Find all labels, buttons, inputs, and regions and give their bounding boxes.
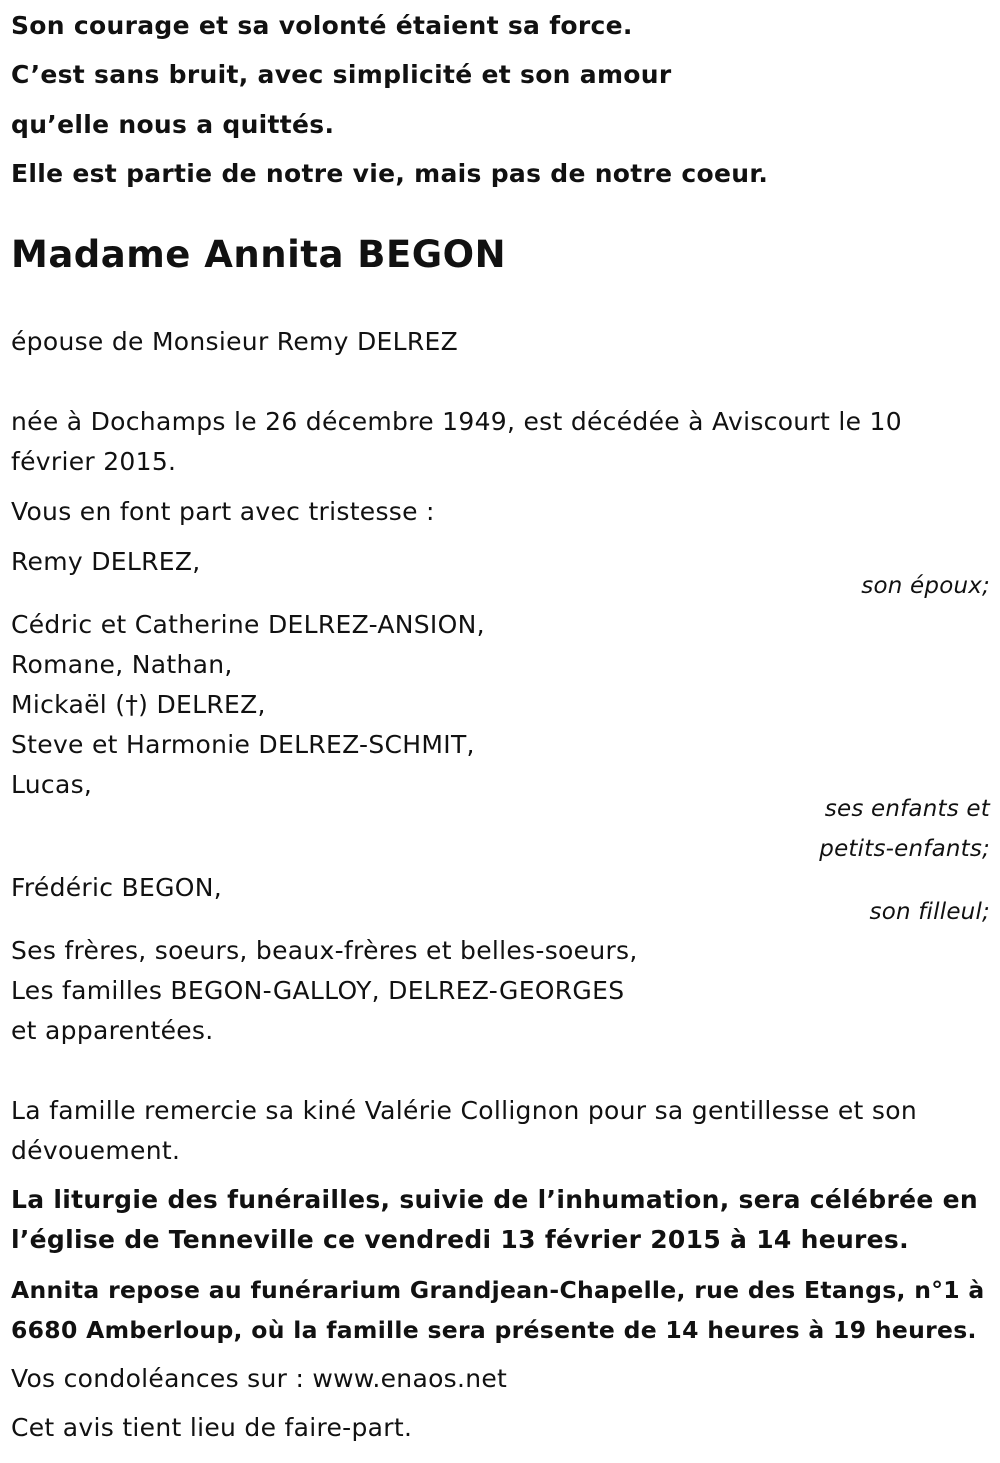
verse-line-1: Son courage et sa volonté étaient sa force. <box>11 11 633 40</box>
family-spouse-relation: son époux; <box>861 573 990 599</box>
spouse-line: épouse de Monsieur Remy DELREZ <box>11 327 459 356</box>
birth-death-line-1: née à Dochamps le 26 décembre 1949, est décédée à Aviscourt le 10 <box>11 407 902 436</box>
announce-intro: Vous en font part avec tristesse : <box>11 497 435 526</box>
closing-line: Cet avis tient lieu de faire-part. <box>11 1413 413 1442</box>
birth-death-line-2: février 2015. <box>11 447 177 476</box>
family-others-line-3: et apparentées. <box>11 1016 214 1045</box>
family-child-line: Romane, Nathan, <box>11 650 233 679</box>
thanks-line-1: La famille remercie sa kiné Valérie Collignon pour sa gentillesse et son <box>11 1096 917 1125</box>
family-children-relation-line-1: ses enfants et <box>824 796 990 822</box>
family-godson-relation: son filleul; <box>869 899 990 925</box>
family-child-line: Cédric et Catherine DELREZ-ANSION, <box>11 610 485 639</box>
family-spouse-name: Remy DELREZ, <box>11 547 201 576</box>
verse-line-2: C’est sans bruit, avec simplicité et son amour <box>11 60 672 89</box>
family-others-line-1: Ses frères, soeurs, beaux-frères et belles-soeurs, <box>11 936 638 965</box>
deceased-name: Madame Annita BEGON <box>11 233 507 276</box>
condolences-line: Vos condoléances sur : www.enaos.net <box>11 1364 508 1393</box>
family-others-line-2: Les familles BEGON-GALLOY, DELREZ-GEORGES <box>11 976 625 1005</box>
family-child-line: Mickaël (†) DELREZ, <box>11 690 266 719</box>
verse-line-4: Elle est partie de notre vie, mais pas de notre coeur. <box>11 159 769 188</box>
family-godson-name: Frédéric BEGON, <box>11 873 222 902</box>
rest-line-2: 6680 Amberloup, où la famille sera présente de 14 heures à 19 heures. <box>11 1316 977 1344</box>
funeral-line-2: l’église de Tenneville ce vendredi 13 février 2015 à 14 heures. <box>11 1225 909 1254</box>
family-children-relation-line-2: petits-enfants; <box>819 836 990 862</box>
rest-line-1: Annita repose au funérarium Grandjean-Chapelle, rue des Etangs, n°1 à <box>11 1276 985 1304</box>
family-child-line: Lucas, <box>11 770 93 799</box>
thanks-line-2: dévouement. <box>11 1136 181 1165</box>
verse-line-3: qu’elle nous a quittés. <box>11 110 335 139</box>
funeral-line-1: La liturgie des funérailles, suivie de l’inhumation, sera célébrée en <box>11 1185 978 1214</box>
family-child-line: Steve et Harmonie DELREZ-SCHMIT, <box>11 730 475 759</box>
